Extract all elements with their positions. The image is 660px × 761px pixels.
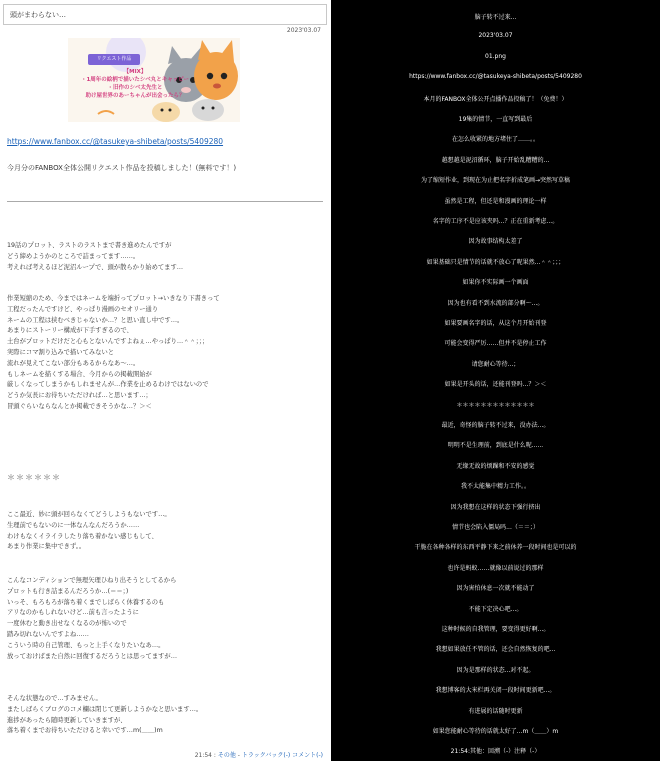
translation-line: 名字的工序不是应该夹吗...？正在重新考虑...。 <box>432 218 559 225</box>
translation-line: 脑子转不过来... <box>474 14 517 21</box>
translation-line: 因为也有看不到水流的部分啊～...。 <box>447 299 544 307</box>
translation-line: 如果你不实际画一个画面 <box>462 279 529 287</box>
translation-line: 19集的情节，一直写到最后 <box>458 116 533 123</box>
translation-line: 如果要画名字的话，从这个月开始刊登 <box>444 320 547 327</box>
paragraph-line: あまりにストーリー構成が下手すぎるので、 <box>7 327 133 335</box>
paragraph-line: 放っておけばまた自然に回復するだろうとは思ってますが… <box>7 652 178 660</box>
translation-line: 虽然是工程，但还是和漫画的理论一样 <box>444 197 547 205</box>
category-link[interactable]: その他 <box>217 752 236 759</box>
translation-line: 明明不是生理前，到底是什么呢...... <box>447 442 544 450</box>
translation-line: 因为我想在这样的状态下强行挤出 <box>450 503 541 511</box>
fanbox-post-link[interactable]: https://www.fanbox.cc/@tasukeya-shibeta/posts/5409280 <box>7 137 224 146</box>
translation-line: 01.png <box>485 52 506 60</box>
paragraph-line: こういう時の自己管理、もっと上手くなりたいなあ…。 <box>7 641 165 649</box>
paragraph-line: 実際にコマ割り込みで描いてみないと <box>7 348 115 356</box>
translation-line: 我不太能集中精力工作。。 <box>460 483 530 491</box>
translation-line: 为了缩短作业，到现在为止把名字折成笔画→突然写草稿 <box>420 177 571 185</box>
translation-line: 也许是蚂蚁……就像以前说过的那样 <box>447 564 544 572</box>
translation-line: 因为故事结构太差了 <box>468 238 523 246</box>
paragraph-line: 作業短縮のため、今まではネームを端折ってプロット→いきなり下書きって <box>7 295 220 302</box>
translation-line: 情节也会陷入僵局吗...（＝＝；） <box>452 524 539 531</box>
paragraph-line: どうか気長にお待ちいただければ…と思います…； <box>7 392 152 400</box>
translation-line: 本月的FANBOX全体公开点播作品投稿了！（免费！） <box>423 95 568 103</box>
translation-line: 我想如果放任不管的话，还会自然恢复的吧... <box>435 646 556 654</box>
paragraph-line: 19話のプロット、ラストのラストまで書き進めたんですが <box>7 242 172 249</box>
translation-line: 最近，奇怪的脑子转不过来，没办法...。 <box>441 422 550 429</box>
translation-line: 如果基础只是情节的话就不放心了呢果然...＾＾；；； <box>426 258 565 266</box>
trackback-link[interactable]: トラックバック(-) <box>241 752 291 759</box>
paragraph-line: 一度休むと動き出せなくなるのが怖いので <box>7 620 127 628</box>
translation-line: 这种时候的自我管理，要变得更好啊...。 <box>441 626 550 633</box>
paragraph-line: あまり作業に集中できず。。 <box>7 543 86 551</box>
post-footer: 21:54 : その他 - トラックバック(-) コメント(-) <box>194 752 323 759</box>
translation-line: 2023'03.07 <box>478 32 513 40</box>
paragraph-line: 工程だったんですけど、やっぱり漫画のセオリー通り <box>7 305 159 313</box>
translation-line: 21:54:其他：回溯（-）注释（-） <box>450 748 541 756</box>
paragraph-line: 冒頭ぐらいならなんとか掲載できそうかな…？＞＜ <box>7 402 152 410</box>
paragraph-rest <box>7 576 177 662</box>
paragraph-line: またしばらくブログのコメ欄は閉じて更新しようかなと思います…。 <box>7 705 203 713</box>
paragraph-condition <box>7 510 171 553</box>
translation-line: 有进展的话随时更新 <box>468 707 523 715</box>
translation-line: 在怎么收紧的地方堵住了……。。 <box>451 136 539 144</box>
translation-line: 干脆在各种各样的东西平静下来之前休养一段时间也是可以的 <box>414 544 577 552</box>
paragraph-line: 流れが見えてこない部分もあるからなあ〜…。 <box>7 359 140 367</box>
translation-line: 如果是开头的话，还能刊登吗...？＞＜ <box>444 381 547 389</box>
paragraph-name-process <box>7 294 220 413</box>
translation-line: 我想博客的大米栏再关闭一段时间更新吧...。 <box>435 687 556 695</box>
translation-line: 越想越是泥沼循环，脑子开始乱糟糟的... <box>441 156 550 164</box>
translation-line: https://www.fanbox.cc/@tasukeya-shibeta/posts/5409280 <box>409 73 582 81</box>
translation-line: 可能会变得严厉……但并不是停止工作 <box>444 340 547 348</box>
paragraph-line: わけもなくイライラしたり落ち着かない感じもして、 <box>7 532 158 540</box>
paragraph-line: ネームの工程は挟むべきじゃないか…？と思い直し中です…。 <box>7 316 184 324</box>
paragraph-line: 考えれば考えるほど泥沼ループで、頭が散らかり始めてます… <box>7 263 184 271</box>
request-badge: リクエスト作品 <box>88 54 140 65</box>
translation-line: 不能下定决心吧...。 <box>468 605 523 613</box>
paragraph-line: 落ち着くまでお待ちいただけると幸いです…m(＿＿)m <box>7 727 163 735</box>
translation-line: 请您耐心等待...； <box>471 360 520 368</box>
translation-line: 因为害怕休息一次就不能动了 <box>456 585 535 593</box>
comment-link[interactable]: コメント(-) <box>292 752 323 759</box>
translation-line: 因为是那样的状态...对不起。 <box>456 666 535 674</box>
blog-title-box <box>3 4 327 25</box>
fanbox-announcement: 今月分のFANBOX全体公開リクエスト作品を投稿しました！(無料です！) <box>7 164 237 172</box>
translation-pane <box>331 0 660 761</box>
blog-post-date: 2023'03.07 <box>286 27 321 34</box>
paragraph-line: 土台がプロットだけだと心もとないんですよねぇ…やっぱり…＾＾；；； <box>7 338 209 346</box>
translation-line: ＊＊＊＊＊＊＊＊＊＊＊＊＊ <box>456 401 535 409</box>
divider <box>7 201 323 202</box>
paragraph-line: 進捗があったら随時更新していきますが、 <box>7 716 127 724</box>
paragraph-line: そんな状態なので…すみません。 <box>7 695 102 702</box>
artwork-caption: 【MIX】 ・1周年の絵柄で描いたシベ丸とキャッピー ・旧作のシベ太先生と 助け屋世界のあーちゃんが出会ったら？ <box>80 69 190 99</box>
translation-line: 如果您能耐心等待的话就太好了...m（＿＿）m <box>432 728 559 735</box>
paragraph-line: どう締めようかのところで詰まってます……。 <box>7 252 140 260</box>
post-time: 21:54 : <box>194 752 218 759</box>
paragraph-closing <box>7 694 202 737</box>
paragraph-line: 厳しくなってしまうかもしれませんが…作業を止めるわけではないので <box>7 381 209 389</box>
request-artwork-image[interactable] <box>68 38 240 122</box>
paragraph-line: アリなのかもしれないけど…前も言ったように <box>7 609 139 617</box>
section-separator-stars: ＊＊＊＊＊＊ <box>7 473 61 482</box>
paragraph-plot <box>7 241 183 273</box>
paragraph-line: プロットも行き詰まるんだろうか…(＝＝；) <box>7 587 129 595</box>
paragraph-line: 生理前でもないのに一体なんなんだろうか…… <box>7 521 140 529</box>
blog-post-title: 頭がまわらない… <box>10 11 66 19</box>
paragraph-line: こんなコンディションで無理矢理ひねり出そうとしてるから <box>7 577 177 584</box>
paragraph-line: 踏み切れないんですよね…… <box>7 630 89 638</box>
paragraph-line: いっそ、もろもろが落ち着くまでしばらく休養するのも <box>7 598 165 606</box>
paragraph-line: もしネームを描くする場合、今月からの掲載開始が <box>7 370 152 378</box>
paragraph-line: ここ最近、妙に頭が回らなくてどうしようもないです…。 <box>7 511 171 518</box>
translation-line: 无缘无故的烦躁和不安的感觉 <box>456 462 535 470</box>
